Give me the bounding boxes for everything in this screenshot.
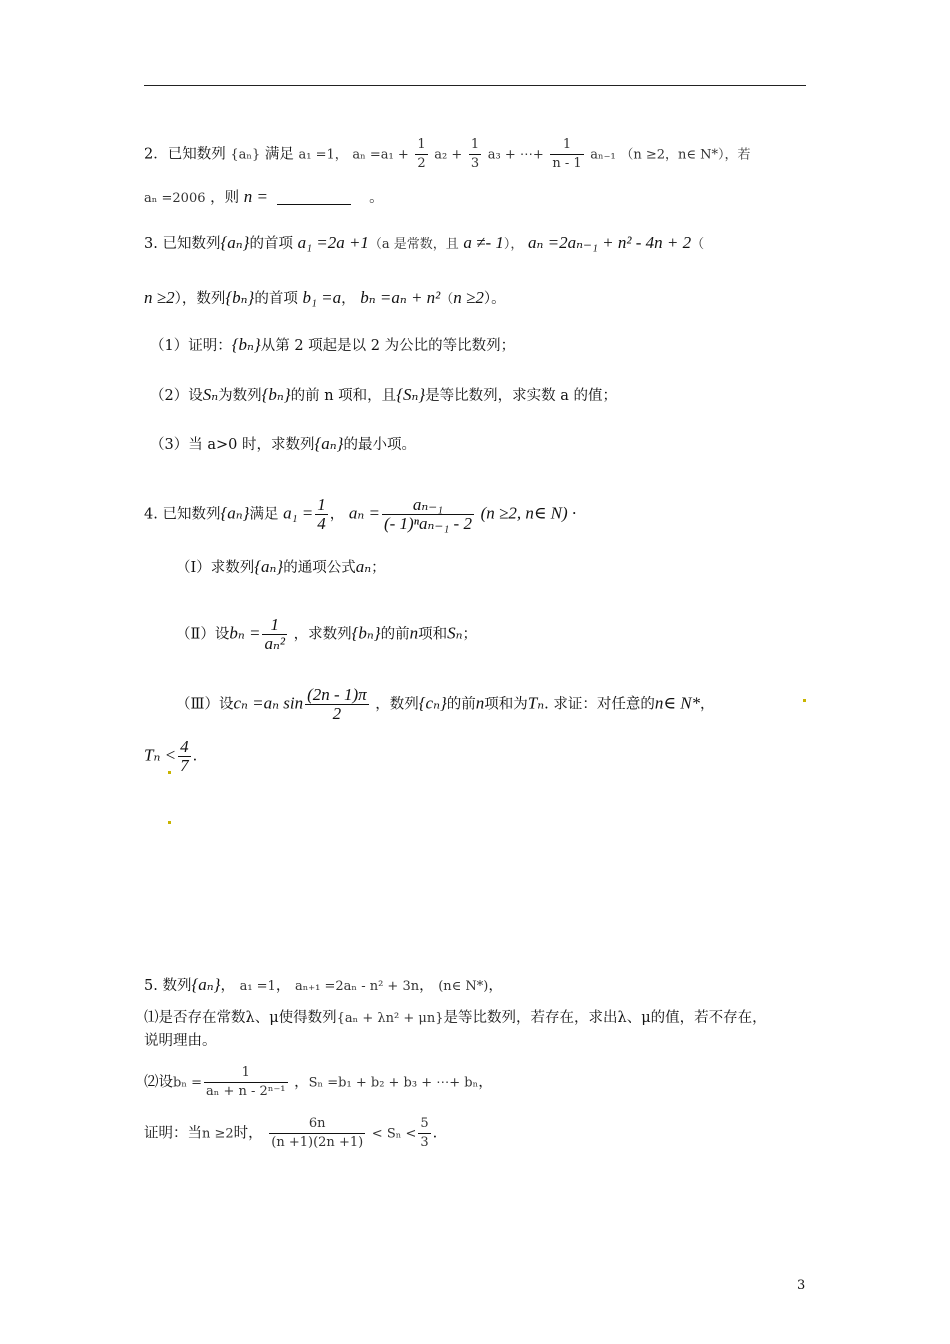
math-text: {Sₙ} [396, 385, 426, 404]
fraction [315, 496, 328, 533]
math-text: 4 [317, 514, 326, 533]
p2-eq: aₙ₋₁ [590, 147, 616, 163]
p2-seq: {aₙ} [230, 147, 261, 163]
math-text: 4. 已知数列 [144, 506, 221, 523]
p2-cond: （n ≥2，n∈ N*），若 [620, 147, 751, 163]
math-text: Sₙ [202, 385, 219, 404]
p2-text: ，则 [210, 190, 240, 206]
fraction [415, 136, 427, 173]
problem-2-line-1 [144, 136, 751, 173]
math-text: (n∈ N*) [438, 979, 489, 994]
math-text: 项和为 [484, 696, 528, 713]
math-text: 时， [233, 1125, 263, 1142]
math-text: ，数列 [375, 696, 419, 713]
problem-3-line-1 [144, 232, 704, 256]
math-text: n - 1 [552, 156, 582, 171]
problem-4-part-3 [176, 686, 715, 723]
math-text: 1 [469, 136, 481, 155]
math-text: {bₙ} [225, 288, 255, 307]
math-text: . [192, 748, 198, 765]
math-text: b₁ =a [302, 288, 342, 307]
eq: a ≠- 1 [463, 233, 504, 252]
math-text: {aₙ} [191, 975, 221, 994]
problem-5-q1-cont [144, 1030, 217, 1052]
math-text: 1 [262, 616, 287, 635]
math-text: {bₙ} [351, 623, 381, 643]
math-text: 4 [180, 737, 189, 756]
fraction [382, 496, 474, 533]
math-text: ， [419, 978, 434, 994]
math-text: 说明理由。 [144, 1033, 217, 1049]
math-text: bₙ = [173, 1075, 202, 1091]
math-text: n ≥2 [453, 288, 484, 307]
math-text: ； [462, 626, 477, 643]
math-text: n ≥2 [144, 288, 175, 307]
math-text: ， [294, 1074, 309, 1091]
math-text: {bₙ} [231, 335, 261, 354]
fraction [262, 616, 287, 653]
math-text: 的前 n 项和，且 [290, 388, 397, 404]
artifact-dot [168, 821, 171, 824]
p2-eq: aₙ =2006 [144, 191, 206, 206]
fraction [418, 1115, 430, 1152]
p2-text: 2．已知数列 [144, 146, 226, 163]
math-text: a₁ =1 [239, 979, 276, 994]
problem-3-q2 [150, 384, 617, 407]
math-text: 5. 数列 [144, 978, 192, 994]
problem-4-ineq [144, 738, 197, 775]
p2-eq: a₂ + [434, 147, 463, 163]
math-text: {aₙ} [254, 557, 284, 576]
math-text: n ≥2 [202, 1126, 234, 1142]
math-text: ， [488, 978, 503, 994]
math-text: （Ⅱ）设 [176, 626, 230, 643]
math-text: aₙ + n - 2ⁿ⁻¹ [205, 1084, 286, 1099]
seq: {aₙ} [220, 233, 250, 252]
p2-eq: n = [243, 187, 268, 206]
math-text: Tₙ < [144, 745, 177, 765]
math-text: Sₙ [447, 623, 463, 643]
fraction [469, 136, 481, 173]
math-text: 满足 [249, 506, 279, 523]
math-text: bₙ = [229, 623, 261, 643]
math-text: 从第 2 项起是以 2 为公比的等比数列； [260, 338, 516, 354]
math-text: 6n [269, 1115, 365, 1134]
p2-eq: a₁ =1， [298, 147, 348, 163]
math-text: 2 [332, 704, 342, 723]
problem-5-q2 [144, 1064, 493, 1101]
math-text: ⑴是否存在常数λ、μ使得数列 [144, 1010, 337, 1026]
problem-4-part-1 [176, 556, 386, 579]
problem-5-line-1 [144, 974, 503, 998]
math-text: (n +1)(2n +1) [271, 1135, 364, 1150]
math-text: 的前 [446, 696, 476, 713]
page-number: 3 [797, 1278, 806, 1293]
math-text: ）， [503, 237, 524, 252]
math-text: （ [440, 292, 454, 307]
math-text: 的首项 [249, 236, 293, 252]
math-text: ， [329, 506, 345, 523]
math-text: {aₙ + λn² + μn} [336, 1011, 444, 1026]
math-text: 项和 [418, 626, 448, 643]
math-text: 的前 [380, 626, 410, 643]
math-text: aₙ = [348, 503, 380, 523]
math-text: ； [371, 560, 386, 576]
math-text: 是等比数列，若存在，求出λ、μ的值，若不存在， [443, 1010, 767, 1026]
math-text: n [475, 693, 485, 713]
p2-text: 。 [369, 190, 384, 206]
math-text: {bₙ} [261, 385, 291, 404]
math-text: 1 [550, 136, 583, 155]
problem-3-q3 [150, 433, 416, 456]
problem-3-q1 [150, 334, 515, 357]
math-text: 的最小项。 [343, 437, 416, 453]
problem-5-q1 [144, 1007, 767, 1030]
math-text: (n ≥2, n∈ N) · [480, 503, 577, 523]
p2-eq: a₃ + ⋯+ [487, 147, 544, 163]
math-text: 5 [418, 1115, 430, 1134]
math-text: aₙ [355, 557, 372, 576]
math-text: (- 1)ⁿaₙ₋₁ - 2 [383, 514, 472, 533]
math-text: {aₙ} [220, 503, 250, 523]
math-text: n∈ N* [654, 693, 701, 713]
math-text: . [432, 1125, 438, 1142]
math-text: （1）证明： [150, 338, 232, 354]
math-text: {cₙ} [418, 693, 447, 713]
p2-eq: aₙ =a₁ + [352, 147, 409, 163]
math-text: aₙ² [264, 634, 285, 653]
math-text: （ [691, 237, 705, 252]
math-text: ，求数列 [293, 626, 352, 643]
artifact-dot [803, 699, 806, 702]
p2-text: 满足 [264, 146, 294, 163]
fraction [204, 1064, 288, 1101]
math-text: 2 [417, 156, 426, 171]
math-text: {aₙ} [314, 434, 344, 453]
math-text: ， [220, 978, 235, 994]
problem-5-proof [144, 1115, 437, 1152]
math-text: ， [478, 1074, 493, 1091]
math-text: （3）当 a>0 时，求数列 [150, 437, 315, 453]
math-text: 证明：当 [144, 1125, 202, 1142]
math-text: a₁ = [283, 503, 314, 523]
eq: a₁ =2a +1 [297, 233, 369, 252]
math-text: ， [275, 978, 291, 994]
math-text: 1 [204, 1064, 288, 1083]
fraction [269, 1115, 365, 1152]
math-text: 的首项 [254, 291, 298, 307]
problem-2-line-2 [144, 186, 384, 210]
math-text: aₙ₊₁ =2aₙ - n² + 3n [294, 979, 420, 994]
math-text: （2）设 [150, 388, 203, 404]
math-text: 为数列 [218, 388, 262, 404]
math-text: （a 是常数，且 [368, 237, 459, 252]
math-text: （Ⅰ）求数列 [176, 560, 255, 576]
math-text: 是等比数列，求实数 a 的值； [425, 388, 618, 404]
math-text: 的通项公式 [283, 560, 356, 576]
artifact-dot [168, 771, 171, 774]
fraction [178, 738, 191, 775]
math-text: bₙ =aₙ + n² [360, 288, 441, 307]
math-text: 3 [470, 156, 480, 171]
math-text: ， [341, 291, 356, 307]
problem-4-part-2 [176, 616, 477, 653]
answer-blank[interactable] [277, 192, 351, 205]
math-text: ）。 [483, 291, 506, 307]
math-text: ， [700, 696, 715, 713]
math-text: 1 [317, 495, 326, 514]
problem-4-line-1 [144, 496, 576, 533]
math-text: Tₙ [527, 693, 545, 713]
fraction [550, 136, 583, 173]
math-text: ），数列 [174, 291, 226, 307]
math-text: cₙ =aₙ sin [233, 693, 304, 713]
math-text: 3 [420, 1135, 429, 1150]
math-text: n [409, 623, 419, 643]
problem-3-line-2 [144, 287, 506, 311]
header-rule [144, 85, 806, 86]
math-text: aₙ₋₁ [382, 496, 474, 515]
math-text: 1 [415, 136, 427, 155]
eq: aₙ =2aₙ₋₁ + n² - 4n + 2 [528, 233, 692, 252]
fraction [305, 686, 369, 723]
math-text: 7 [180, 756, 189, 775]
math-text: Sₙ =b₁ + b₂ + b₃ + ⋯+ bₙ [308, 1075, 479, 1091]
math-text: 3. 已知数列 [144, 236, 221, 252]
math-text: （Ⅲ）设 [176, 696, 234, 713]
math-text: ⑵设 [144, 1074, 173, 1091]
math-text: . 求证：对任意的 [544, 696, 655, 713]
math-text: < Sₙ < [371, 1126, 417, 1142]
math-text: (2n - 1)π [307, 685, 367, 704]
